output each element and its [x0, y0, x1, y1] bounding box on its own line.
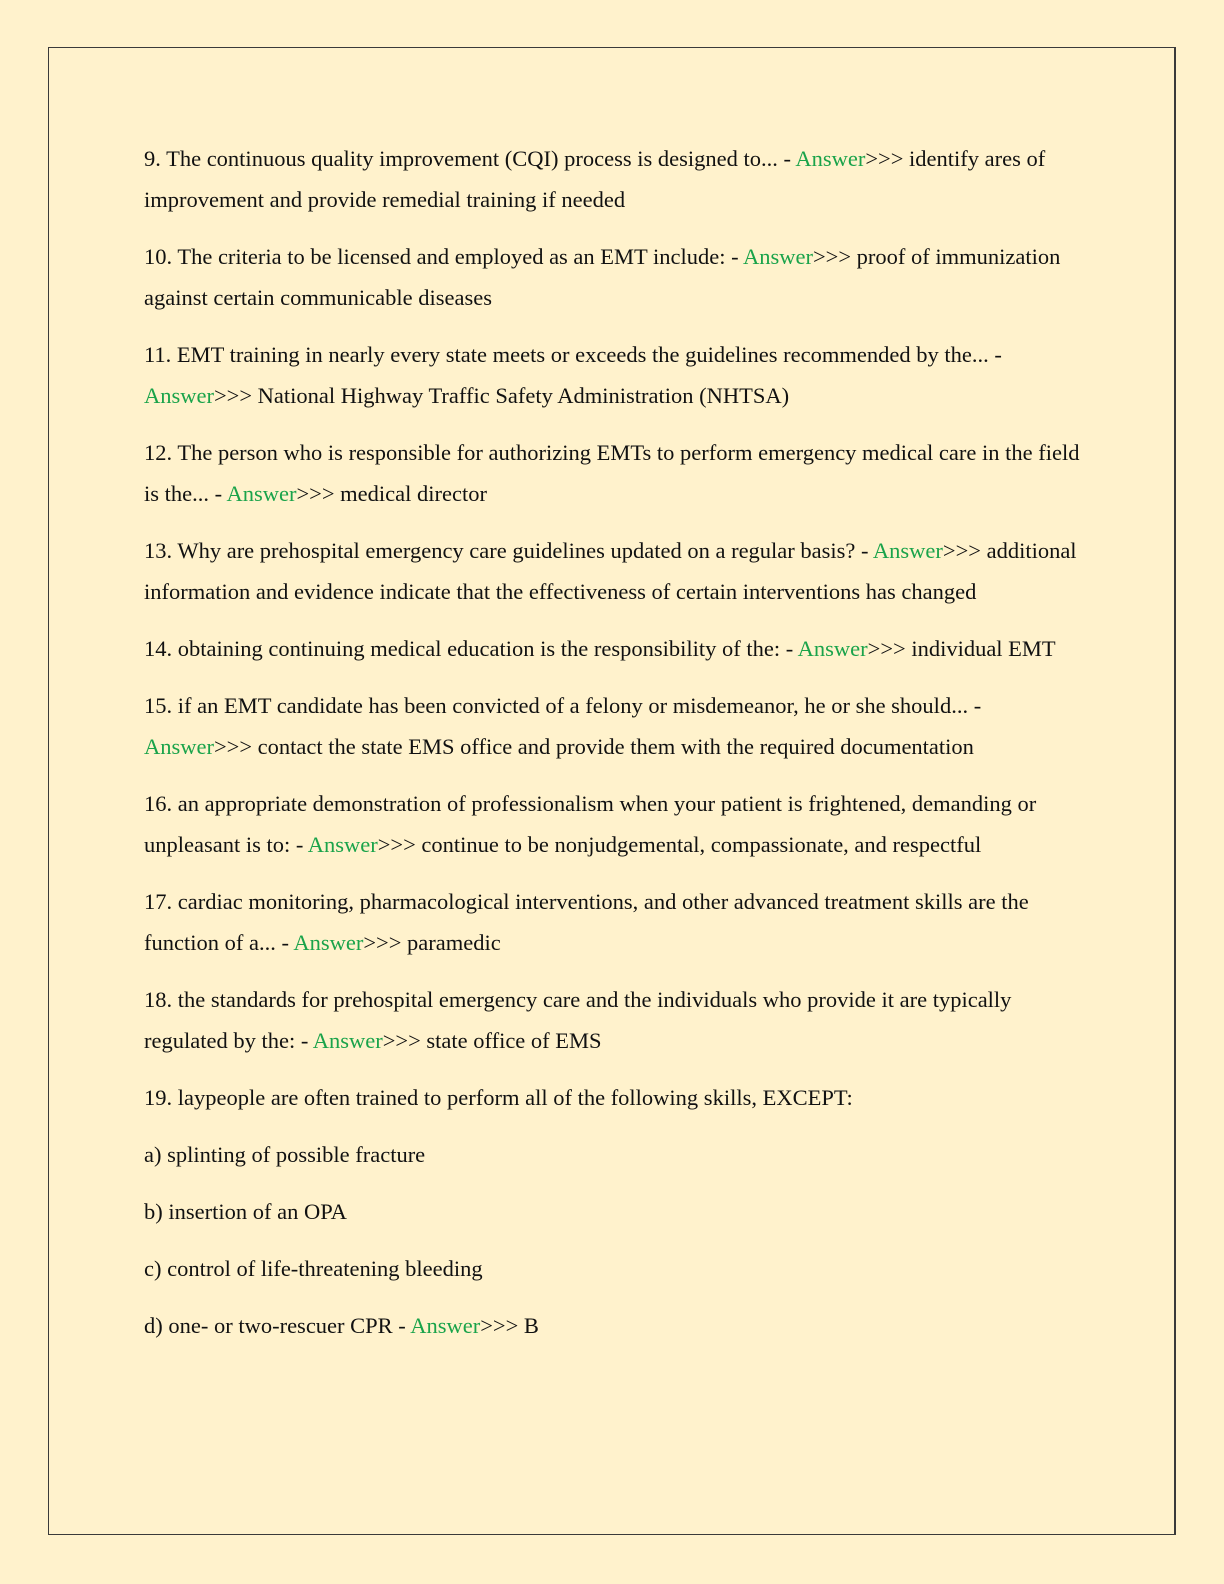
- answer-label: Answer: [797, 636, 868, 661]
- answer-label: Answer: [410, 1313, 481, 1338]
- answer-text: >>> identify ares of improvement and provide remedial training if needed: [144, 146, 1046, 212]
- answer-label: Answer: [226, 481, 297, 506]
- question-19-stem: 19. laypeople are often trained to perform all of the following skills, EXCEPT:: [144, 1085, 853, 1110]
- question-12: 12. The person who is responsible for authorizing EMTs to perform emergency medical care in the field is the... - Answer>>> medical director: [144, 440, 1080, 506]
- answer-label: Answer: [872, 538, 943, 563]
- question-10: 10. The criteria to be licensed and employed as an EMT include: - Answer>>> proof of immunization against certain communicable diseases: [144, 244, 1061, 310]
- answer-text: >>> medical director: [296, 481, 487, 506]
- answer-text: >>> individual EMT: [867, 636, 1056, 661]
- question-16: 16. an appropriate demonstration of professionalism when your patient is frightened, demanding or unpleasant is to: - Answer>>> continue to be nonjudgemental, compassionate, and respectful: [144, 791, 1037, 857]
- question-18: 18. the standards for prehospital emergency care and the individuals who provide it are typically regulated by the: - Answer>>> state office of EMS: [144, 987, 1012, 1053]
- question-17: 17. cardiac monitoring, pharmacological interventions, and other advanced treatment skills are the function of a... - Answer>>> paramedic: [144, 889, 1029, 955]
- answer-text: >>> additional information and evidence indicate that the effectiveness of certain interventions has changed: [144, 538, 1077, 604]
- answer-label: Answer: [312, 1028, 383, 1053]
- answer-label: Answer: [144, 734, 214, 759]
- answer-text: >>> B: [480, 1313, 539, 1338]
- answer-text: >>> state office of EMS: [382, 1028, 602, 1053]
- answer-text: >>> proof of immunization against certain communicable diseases: [144, 244, 1061, 310]
- answer-label: Answer: [743, 244, 813, 269]
- question-15: 15. if an EMT candidate has been convicted of a felony or misdemeanor, he or she should... - Answer>>> contact the state EMS office and provide them with the required documentation: [144, 693, 982, 759]
- answer-label: Answer: [293, 930, 364, 955]
- answer-text: >>> paramedic: [363, 930, 501, 955]
- question-9: 9. The continuous quality improvement (CQI) process is designed to... - Answer>>> identify ares of improvement and provide remedial training if needed: [144, 146, 1046, 212]
- answer-text: >>> contact the state EMS office and provide them with the required documentation: [213, 734, 974, 759]
- option-b: b) insertion of an OPA: [144, 1199, 347, 1224]
- answer-label: Answer: [144, 383, 214, 408]
- option-c: c) control of life-threatening bleeding: [144, 1256, 483, 1281]
- option-a: a) splinting of possible fracture: [144, 1142, 426, 1167]
- question-14: 14. obtaining continuing medical education is the responsibility of the: - Answer>>> individual EMT: [144, 636, 1056, 661]
- answer-label: Answer: [307, 832, 378, 857]
- answer-text: >>> continue to be nonjudgemental, compassionate, and respectful: [377, 832, 982, 857]
- question-11: 11. EMT training in nearly every state meets or exceeds the guidelines recommended by the... - Answer>>> National Highway Traffic Safety Administration (NHTSA): [144, 342, 1002, 408]
- answer-text: >>> National Highway Traffic Safety Administration (NHTSA): [213, 383, 790, 408]
- option-d: d) one- or two-rescuer CPR - Answer>>> B: [144, 1313, 539, 1338]
- answer-label: Answer: [795, 146, 866, 171]
- qa-content: [144, 138, 1084, 1362]
- question-13: 13. Why are prehospital emergency care guidelines updated on a regular basis? - Answer>>> additional information and evidence indicate that the effectiveness of certain interventions has changed: [144, 538, 1077, 604]
